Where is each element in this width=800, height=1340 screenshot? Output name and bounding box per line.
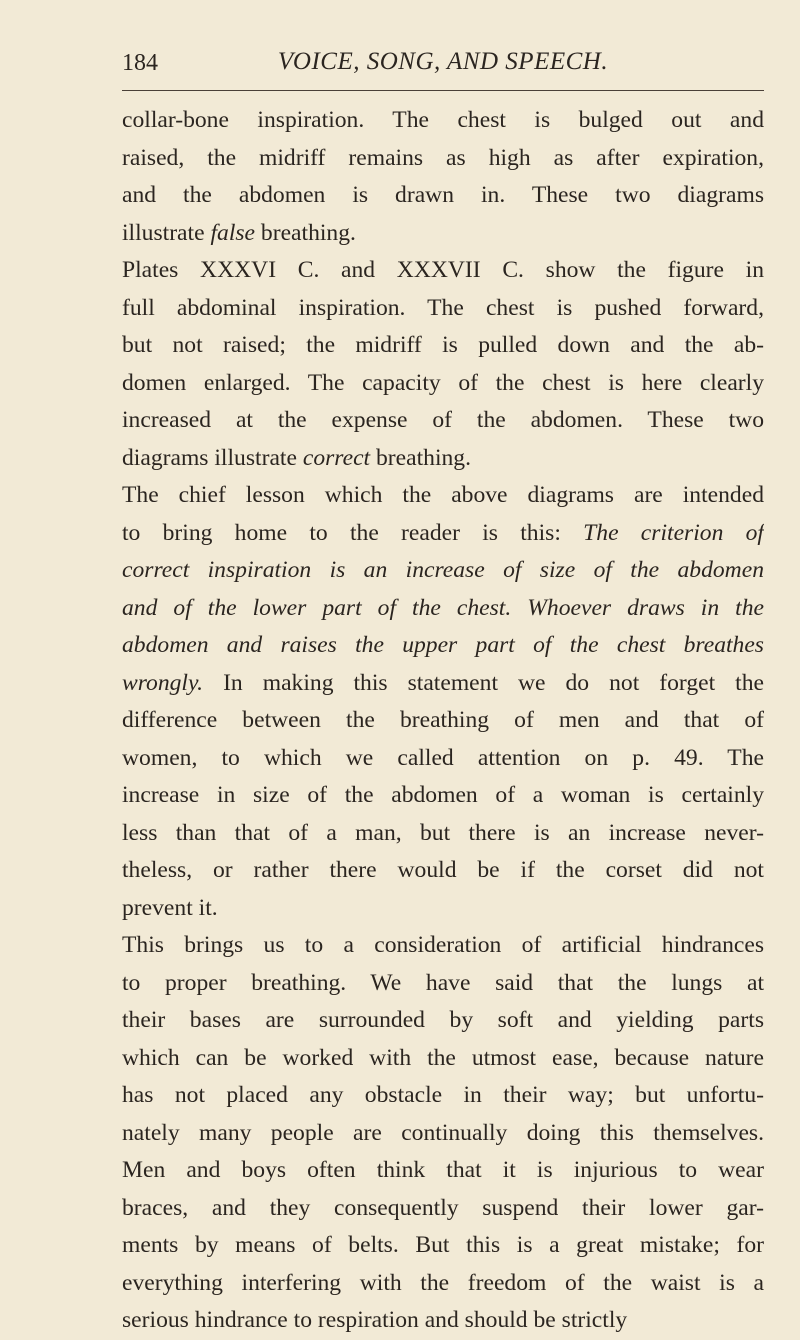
text-segment: prevent it. (122, 894, 218, 921)
text-line (122, 1227, 764, 1265)
text-line (122, 365, 764, 403)
text-line (122, 627, 764, 665)
text-segment: difference between the breathing of men and that of (122, 707, 764, 733)
text-segment: In making this statement we do not forget the (203, 669, 764, 696)
text-line (122, 1190, 764, 1228)
text-segment: braces, and they consequently suspend their lower gar- (122, 1194, 764, 1221)
text-line (122, 402, 764, 440)
header-rule (122, 90, 764, 91)
text-segment: The chief lesson which the above diagrams are intended (122, 482, 764, 508)
text-segment: illustrate (122, 219, 211, 246)
text-line (122, 665, 764, 703)
text-segment: nately many people are continually doing this themselves. (122, 1119, 764, 1146)
text-segment: breathing. (255, 219, 356, 246)
text-segment: which can be worked with the utmost ease, because nature (122, 1044, 764, 1071)
text-line (122, 927, 764, 965)
text-line (122, 702, 764, 740)
text-segment: raised, the midriff remains as high as after expiration, (122, 144, 764, 171)
text-line (122, 1002, 764, 1040)
text-segment: to proper breathing. We have said that the lungs at (122, 969, 764, 996)
text-segment: everything interfering with the freedom of the waist is a (122, 1269, 764, 1296)
text-line (122, 1265, 764, 1303)
text-segment: diagrams illustrate (122, 444, 303, 471)
text-line (122, 815, 764, 853)
text-line (122, 965, 764, 1003)
text-segment: Men and boys often think that it is injurious to wear (122, 1157, 764, 1183)
text-line (122, 1077, 764, 1115)
page-header (122, 46, 764, 82)
italic-segment: wrongly. (122, 669, 204, 696)
text-segment: has not placed any obstacle in their way; but unfortu- (122, 1082, 764, 1108)
text-line (122, 327, 764, 365)
text-line (122, 777, 764, 815)
text-line (122, 1040, 764, 1078)
text-segment: domen enlarged. The capacity of the chest is here clearly (122, 369, 764, 396)
text-segment: theless, or rather there would be if the corset did not (122, 857, 764, 883)
text-segment: and the abdomen is drawn in. These two diagrams (122, 182, 764, 208)
italic-segment: correct inspiration is an increase of size of the abdomen (122, 557, 764, 583)
italic-segment: correct (302, 444, 371, 471)
running-title: VOICE, SONG, AND SPEECH. (277, 48, 609, 75)
text-line (122, 477, 764, 515)
text-segment: increased at the expense of the abdomen. These two (122, 407, 764, 433)
text-segment: This brings us to a consideration of artificial hindrances (122, 932, 764, 958)
italic-segment: abdomen and raises the upper part of the chest breathes (122, 632, 764, 658)
text-line (122, 140, 764, 178)
text-segment: full abdominal inspiration. The chest is pushed forward, (122, 294, 764, 321)
text-line (122, 1302, 764, 1340)
text-line (122, 1115, 764, 1153)
text-line (122, 515, 764, 553)
text-line (122, 590, 764, 628)
text-segment: to bring home to the reader is this: (122, 519, 584, 546)
text-line (122, 252, 764, 290)
text-segment: serious hindrance to respiration and should be strictly (122, 1307, 628, 1333)
text-line (122, 102, 764, 140)
text-line (122, 852, 764, 890)
text-line (122, 890, 764, 928)
text-line (122, 177, 764, 215)
italic-segment: The criterion of (583, 519, 764, 546)
page-number: 184 (122, 50, 158, 76)
italic-segment: false (210, 219, 256, 246)
text-segment: collar-bone inspiration. The chest is bulged out and (122, 107, 764, 133)
body-text (122, 102, 764, 1340)
text-segment: Plates XXXVI C. and XXXVII C. show the figure in (122, 257, 764, 283)
text-segment: breathing. (370, 444, 472, 471)
text-line (122, 215, 764, 253)
text-line (122, 440, 764, 478)
text-line (122, 552, 764, 590)
text-segment: increase in size of the abdomen of a woman is certainly (122, 782, 764, 808)
text-line (122, 740, 764, 778)
text-segment: less than that of a man, but there is an increase never- (122, 819, 764, 846)
text-line (122, 1152, 764, 1190)
text-segment: women, to which we called attention on p. 49. The (122, 744, 764, 771)
text-line (122, 290, 764, 328)
italic-segment: and of the lower part of the chest. Whoever draws in the (122, 594, 764, 621)
text-segment: ments by means of belts. But this is a great mistake; for (122, 1232, 764, 1258)
text-segment: but not raised; the midriff is pulled down and the ab- (122, 332, 764, 358)
text-segment: their bases are surrounded by soft and yielding parts (122, 1007, 764, 1033)
